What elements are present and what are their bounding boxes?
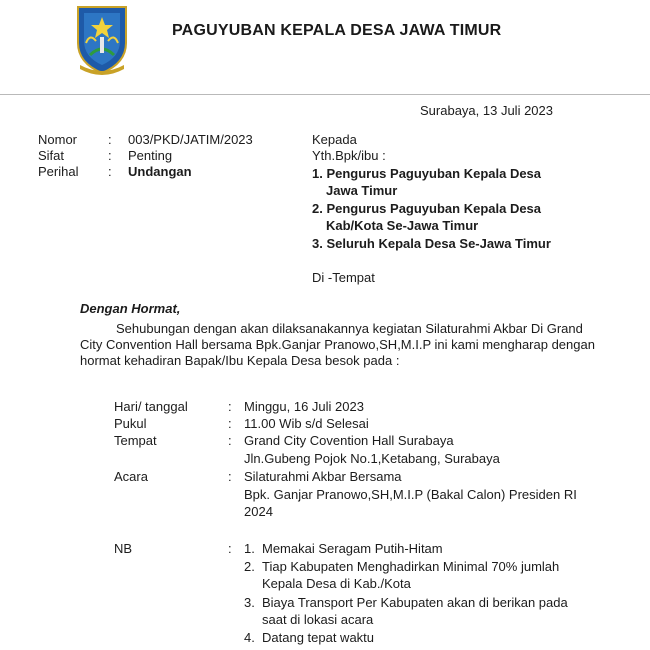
- body-line: City Convention Hall bersama Bpk.Ganjar Pranowo,SH,M.I.P ini kami mengharap dengan: [80, 337, 595, 352]
- detail-value-tempat: Grand City Covention Hall Surabaya: [244, 433, 454, 448]
- meta-label-perihal: Perihal: [38, 164, 79, 179]
- detail-colon: :: [228, 469, 232, 484]
- recipient-kepada: Kepada: [312, 132, 357, 147]
- nb-item-number: 3.: [244, 595, 255, 610]
- nb-item-4: Datang tepat waktu: [262, 630, 375, 645]
- nb-item-number: 4.: [244, 630, 255, 645]
- detail-value-acara-3: 2024: [244, 504, 273, 519]
- nb-item-number: 2.: [244, 559, 255, 574]
- detail-colon: :: [228, 433, 232, 448]
- salutation: Dengan Hormat,: [80, 301, 181, 316]
- nb-colon: :: [228, 541, 232, 556]
- body-paragraph: [80, 321, 595, 369]
- nb-item-3: Biaya Transport Per Kabupaten akan di berikan pada: [262, 595, 568, 610]
- detail-value-pukul: 11.00 Wib s/d Selesai: [244, 416, 369, 431]
- detail-value-hari: Minggu, 16 Juli 2023: [244, 399, 364, 414]
- nb-item-number: 1.: [244, 541, 255, 556]
- recipient-item-1-cont: Jawa Timur: [326, 183, 398, 198]
- detail-label-acara: Acara: [114, 469, 148, 484]
- nb-item-2-cont: Kepala Desa di Kab./Kota: [262, 576, 411, 591]
- meta-value-perihal: Undangan: [128, 164, 192, 179]
- detail-colon: :: [228, 399, 232, 414]
- recipient-item-1: 1. Pengurus Paguyuban Kepala Desa: [312, 166, 542, 181]
- detail-value-acara: Silaturahmi Akbar Bersama: [244, 469, 402, 484]
- meta-value-sifat: Penting: [128, 148, 173, 163]
- meta-label-nomor: Nomor: [38, 132, 78, 147]
- recipient-item-3: 3. Seluruh Kepala Desa Se-Jawa Timur: [312, 236, 551, 251]
- meta-colon: :: [108, 148, 112, 163]
- detail-label-tempat: Tempat: [114, 433, 157, 448]
- detail-value-acara-2: Bpk. Ganjar Pranowo,SH,M.I.P (Bakal Calon) Presiden RI: [244, 487, 577, 502]
- detail-colon: :: [228, 416, 232, 431]
- detail-value-tempat-address: Jln.Gubeng Pojok No.1,Ketabang, Surabaya: [244, 451, 500, 466]
- meta-colon: :: [108, 132, 112, 147]
- place-date: Surabaya, 13 Juli 2023: [420, 103, 553, 118]
- body-line: hormat kehadiran Bapak/Ibu Kepala Desa besok pada :: [80, 353, 400, 368]
- nb-item-1: Memakai Seragam Putih-Hitam: [262, 541, 443, 556]
- nb-item-3-cont: saat di lokasi acara: [262, 612, 374, 627]
- recipient-item-2-cont: Kab/Kota Se-Jawa Timur: [326, 218, 479, 233]
- meta-label-sifat: Sifat: [38, 148, 65, 163]
- nb-item-2: Tiap Kabupaten Menghadirkan Minimal 70% jumlah: [262, 559, 560, 574]
- organization-name: PAGUYUBAN KEPALA DESA JAWA TIMUR: [172, 22, 502, 39]
- header-divider: [0, 94, 650, 95]
- detail-label-hari: Hari/ tanggal: [114, 399, 188, 414]
- east-java-emblem-icon: [72, 3, 132, 75]
- recipient-yth: Yth.Bpk/ibu :: [312, 148, 386, 163]
- recipient-item-2: 2. Pengurus Paguyuban Kepala Desa: [312, 201, 542, 216]
- di-tempat: Di -Tempat: [312, 270, 375, 285]
- meta-value-nomor: 003/PKD/JATIM/2023: [128, 132, 253, 147]
- nb-label: NB: [114, 541, 133, 556]
- meta-colon: :: [108, 164, 112, 179]
- body-line: Sehubungan dengan akan dilaksanakannya kegiatan Silaturahmi Akbar Di Grand: [116, 321, 583, 336]
- detail-label-pukul: Pukul: [114, 416, 147, 431]
